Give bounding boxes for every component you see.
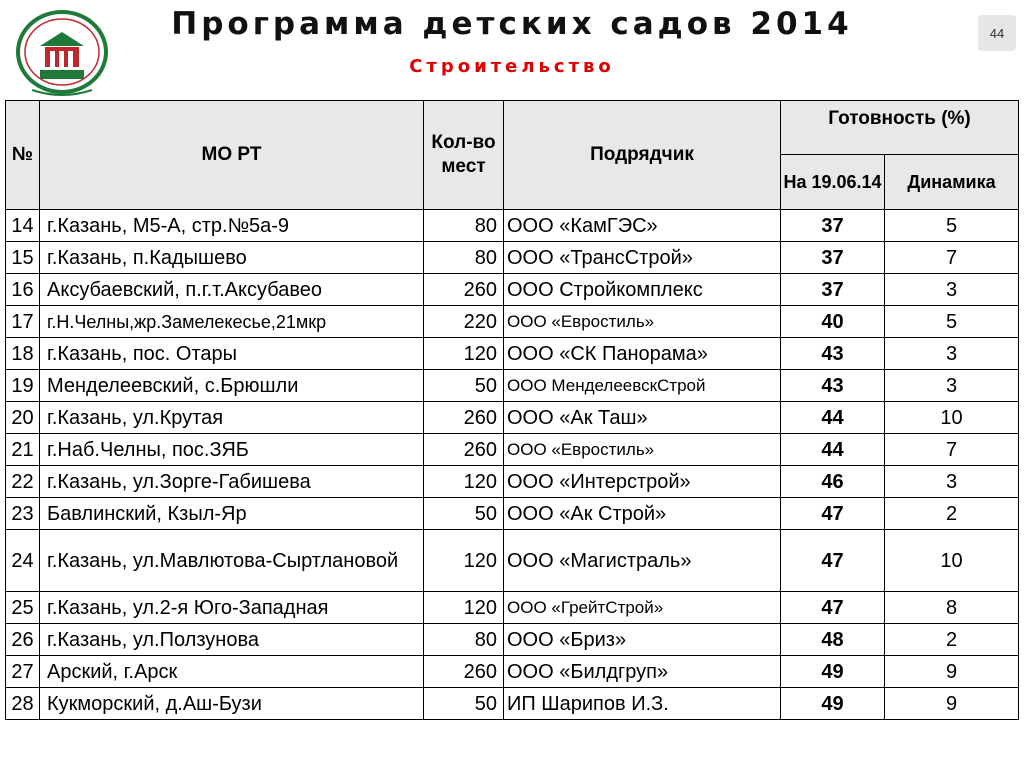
row-municipality: г.Казань, ул.Ползунова	[40, 624, 424, 656]
row-contractor: ООО «Магистраль»	[504, 530, 781, 592]
row-capacity: 120	[424, 530, 504, 592]
row-municipality: г.Казань, п.Кадышево	[40, 242, 424, 274]
row-readiness: 37	[781, 210, 885, 242]
table-row	[6, 624, 1019, 656]
row-municipality: г.Казань, ул.Мавлютова-Сыртлановой	[40, 530, 424, 592]
row-contractor: ООО «Евростиль»	[504, 434, 781, 466]
row-number: 21	[6, 434, 40, 466]
row-capacity: 80	[424, 624, 504, 656]
row-capacity: 50	[424, 688, 504, 720]
row-contractor: ООО МенделеевскСтрой	[504, 370, 781, 402]
row-municipality: г.Н.Челны,жр.Замелекесье,21мкр	[40, 306, 424, 338]
row-dynamics: 10	[885, 402, 1019, 434]
row-capacity: 50	[424, 498, 504, 530]
row-dynamics: 3	[885, 466, 1019, 498]
row-capacity: 120	[424, 338, 504, 370]
row-contractor: ООО «СК Панорама»	[504, 338, 781, 370]
col-header-readiness: Готовность (%)	[781, 101, 1019, 155]
row-readiness: 46	[781, 466, 885, 498]
row-readiness: 49	[781, 688, 885, 720]
row-capacity: 220	[424, 306, 504, 338]
row-dynamics: 7	[885, 242, 1019, 274]
page-title: Программа детских садов 2014	[171, 6, 853, 42]
table-row	[6, 656, 1019, 688]
row-number: 16	[6, 274, 40, 306]
row-capacity: 260	[424, 402, 504, 434]
row-number: 20	[6, 402, 40, 434]
row-contractor: ООО «Евростиль»	[504, 306, 781, 338]
row-municipality: Бавлинский, Кзыл-Яр	[40, 498, 424, 530]
col-header-dynamics: Динамика	[885, 155, 1019, 210]
table-row	[6, 688, 1019, 720]
row-dynamics: 9	[885, 688, 1019, 720]
row-capacity: 120	[424, 592, 504, 624]
col-header-capacity: Кол-во мест	[424, 101, 504, 210]
row-municipality: г.Казань, ул.Зорге-Габишева	[40, 466, 424, 498]
table-row	[6, 498, 1019, 530]
row-dynamics: 7	[885, 434, 1019, 466]
row-municipality: Аксубаевский, п.г.т.Аксубавео	[40, 274, 424, 306]
col-header-contractor: Подрядчик	[504, 101, 781, 210]
row-number: 18	[6, 338, 40, 370]
row-readiness: 37	[781, 242, 885, 274]
row-contractor: ООО «Билдгруп»	[504, 656, 781, 688]
row-municipality: г.Казань, ул.2-я Юго-Западная	[40, 592, 424, 624]
row-contractor: ИП Шарипов И.З.	[504, 688, 781, 720]
row-number: 23	[6, 498, 40, 530]
row-readiness: 44	[781, 434, 885, 466]
row-number: 27	[6, 656, 40, 688]
table-row	[6, 242, 1019, 274]
row-capacity: 80	[424, 242, 504, 274]
row-number: 14	[6, 210, 40, 242]
table-row	[6, 210, 1019, 242]
row-number: 28	[6, 688, 40, 720]
row-number: 15	[6, 242, 40, 274]
row-dynamics: 3	[885, 370, 1019, 402]
row-dynamics: 2	[885, 498, 1019, 530]
row-contractor: ООО Стройкомплекс	[504, 274, 781, 306]
row-readiness: 49	[781, 656, 885, 688]
row-readiness: 47	[781, 498, 885, 530]
row-capacity: 50	[424, 370, 504, 402]
row-dynamics: 8	[885, 592, 1019, 624]
row-readiness: 40	[781, 306, 885, 338]
row-contractor: ООО «ГрейтСтрой»	[504, 592, 781, 624]
row-readiness: 44	[781, 402, 885, 434]
row-capacity: 120	[424, 466, 504, 498]
row-readiness: 43	[781, 338, 885, 370]
row-municipality: г.Казань, ул.Крутая	[40, 402, 424, 434]
row-number: 22	[6, 466, 40, 498]
row-contractor: ООО «Ак Строй»	[504, 498, 781, 530]
row-contractor: ООО «ТрансСтрой»	[504, 242, 781, 274]
kindergarten-table	[5, 100, 1019, 720]
row-contractor: ООО «КамГЭС»	[504, 210, 781, 242]
row-number: 17	[6, 306, 40, 338]
row-capacity: 260	[424, 656, 504, 688]
table-row	[6, 370, 1019, 402]
row-readiness: 47	[781, 592, 885, 624]
table-row	[6, 274, 1019, 306]
row-municipality: г.Казань, пос. Отары	[40, 338, 424, 370]
col-header-readiness-date: На 19.06.14	[781, 155, 885, 210]
row-capacity: 260	[424, 434, 504, 466]
row-capacity: 260	[424, 274, 504, 306]
table-row	[6, 466, 1019, 498]
col-header-mo: МО РТ	[40, 101, 424, 210]
row-contractor: ООО «Бриз»	[504, 624, 781, 656]
row-dynamics: 9	[885, 656, 1019, 688]
row-municipality: Кукморский, д.Аш-Бузи	[40, 688, 424, 720]
row-municipality: г.Наб.Челны, пос.ЗЯБ	[40, 434, 424, 466]
row-readiness: 48	[781, 624, 885, 656]
row-readiness: 43	[781, 370, 885, 402]
row-number: 19	[6, 370, 40, 402]
row-dynamics: 10	[885, 530, 1019, 592]
page-subtitle: Строительство	[409, 56, 615, 77]
row-dynamics: 2	[885, 624, 1019, 656]
table-row	[6, 306, 1019, 338]
row-dynamics: 3	[885, 274, 1019, 306]
row-municipality: г.Казань, М5-А, стр.№5а-9	[40, 210, 424, 242]
row-municipality: Менделеевский, с.Брюшли	[40, 370, 424, 402]
row-contractor: ООО «Интерстрой»	[504, 466, 781, 498]
row-number: 24	[6, 530, 40, 592]
slide-number: 44	[978, 15, 1016, 51]
row-dynamics: 5	[885, 306, 1019, 338]
table-row	[6, 402, 1019, 434]
table-row	[6, 434, 1019, 466]
table-row	[6, 592, 1019, 624]
row-dynamics: 3	[885, 338, 1019, 370]
table-row	[6, 530, 1019, 592]
col-header-num: №	[6, 101, 40, 210]
row-readiness: 47	[781, 530, 885, 592]
table-row	[6, 338, 1019, 370]
row-readiness: 37	[781, 274, 885, 306]
row-dynamics: 5	[885, 210, 1019, 242]
row-number: 25	[6, 592, 40, 624]
row-municipality: Арский, г.Арск	[40, 656, 424, 688]
row-capacity: 80	[424, 210, 504, 242]
row-number: 26	[6, 624, 40, 656]
row-contractor: ООО «Ак Таш»	[504, 402, 781, 434]
